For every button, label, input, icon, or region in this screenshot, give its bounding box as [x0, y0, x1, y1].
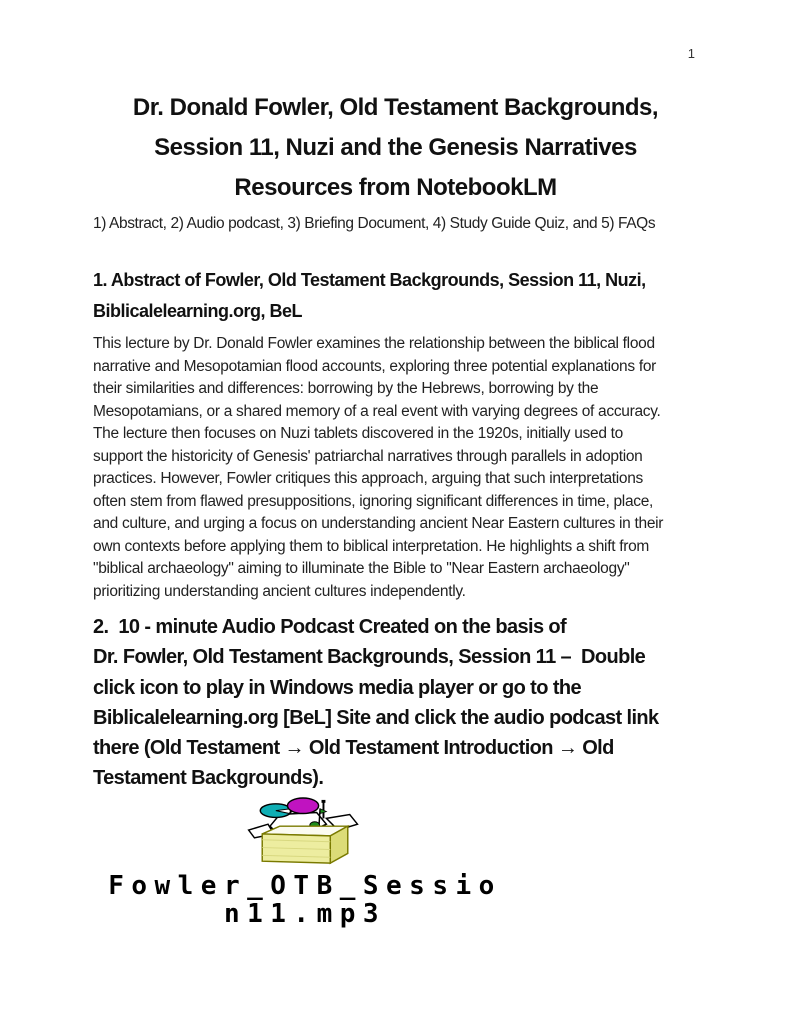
podcast-heading-line-2: Dr. Fowler, Old Testament Backgrounds, Session 11 – Double	[93, 646, 646, 669]
abstract-line: This lecture by Dr. Donald Fowler examines the relationship between the biblical flood	[93, 335, 655, 352]
contents-line: 1) Abstract, 2) Audio podcast, 3) Briefing Document, 4) Study Guide Quiz, and 5) FAQs	[93, 215, 656, 232]
abstract-line: own contexts before applying them to biblical interpretation. He highlights a shift from	[93, 537, 650, 555]
title-line-3: Resources from NotebookLM	[234, 174, 557, 201]
abstract-line: narrative and Mesopotamian flood accounts, exploring three potential explanations for	[93, 357, 657, 375]
abstract-line: practices. However, Fowler critiques this approach, arguing that such interpretations	[93, 470, 644, 487]
abstract-line: Mesopotamians, or a shared memory of a real event with varying degrees of accuracy.	[93, 402, 661, 420]
abstract-line: prioritizing understanding ancient cultures independently.	[93, 582, 466, 600]
embedded-audio-object[interactable]	[87, 797, 523, 928]
podcast-heading-line-5: there (Old Testament → Old Testament Introduction → Old	[93, 737, 614, 760]
audio-filename-line-2[interactable]: n11.mp3	[223, 898, 387, 929]
document-title	[93, 88, 698, 208]
media-clip-icon[interactable]	[246, 797, 364, 867]
abstract-line: their similarities and differences: borrowing by the Hebrews, borrowing by the	[93, 380, 599, 397]
abstract-line: support the historicity of Genesis' patriarchal narratives through parallels in adoption	[93, 447, 643, 465]
abstract-line: often stem from flawed presuppositions, ignoring significant differences in time, place,	[93, 492, 654, 510]
title-line-2: Session 11, Nuzi and the Genesis Narratives	[154, 134, 637, 161]
abstract-line: The lecture then focuses on Nuzi tablets discovered in the 1920s, initially used to	[93, 425, 623, 442]
title-line-1: Dr. Donald Fowler, Old Testament Backgrounds,	[132, 94, 659, 121]
podcast-heading-line-3: click icon to play in Windows media player or go to the	[93, 676, 582, 699]
abstract-paragraph	[93, 333, 791, 603]
podcast-heading-line-4: Biblicalelearning.org [BeL] Site and click the audio podcast link	[93, 706, 659, 729]
abstract-section-heading	[93, 265, 791, 327]
audio-filename[interactable]	[87, 872, 523, 928]
abstract-line: "biblical archaeology" aiming to illuminate the Bible to "Near Eastern archaeology"	[93, 560, 630, 577]
audio-filename-line-1[interactable]: Fowler_OTB_Sessio	[108, 870, 502, 901]
podcast-section-heading	[93, 612, 791, 794]
abstract-line: and culture, and urging a focus on understanding ancient Near Eastern cultures in their	[93, 515, 664, 532]
abstract-heading-line-1: 1. Abstract of Fowler, Old Testament Backgrounds, Session 11, Nuzi,	[93, 270, 646, 290]
abstract-heading-line-2: Biblicalelearning.org, BeL	[93, 301, 303, 321]
podcast-heading-line-6: Testament Backgrounds).	[93, 767, 324, 790]
page-number: 1	[687, 46, 695, 61]
podcast-heading-line-1: 2. 10 - minute Audio Podcast Created on the basis of	[93, 616, 567, 638]
